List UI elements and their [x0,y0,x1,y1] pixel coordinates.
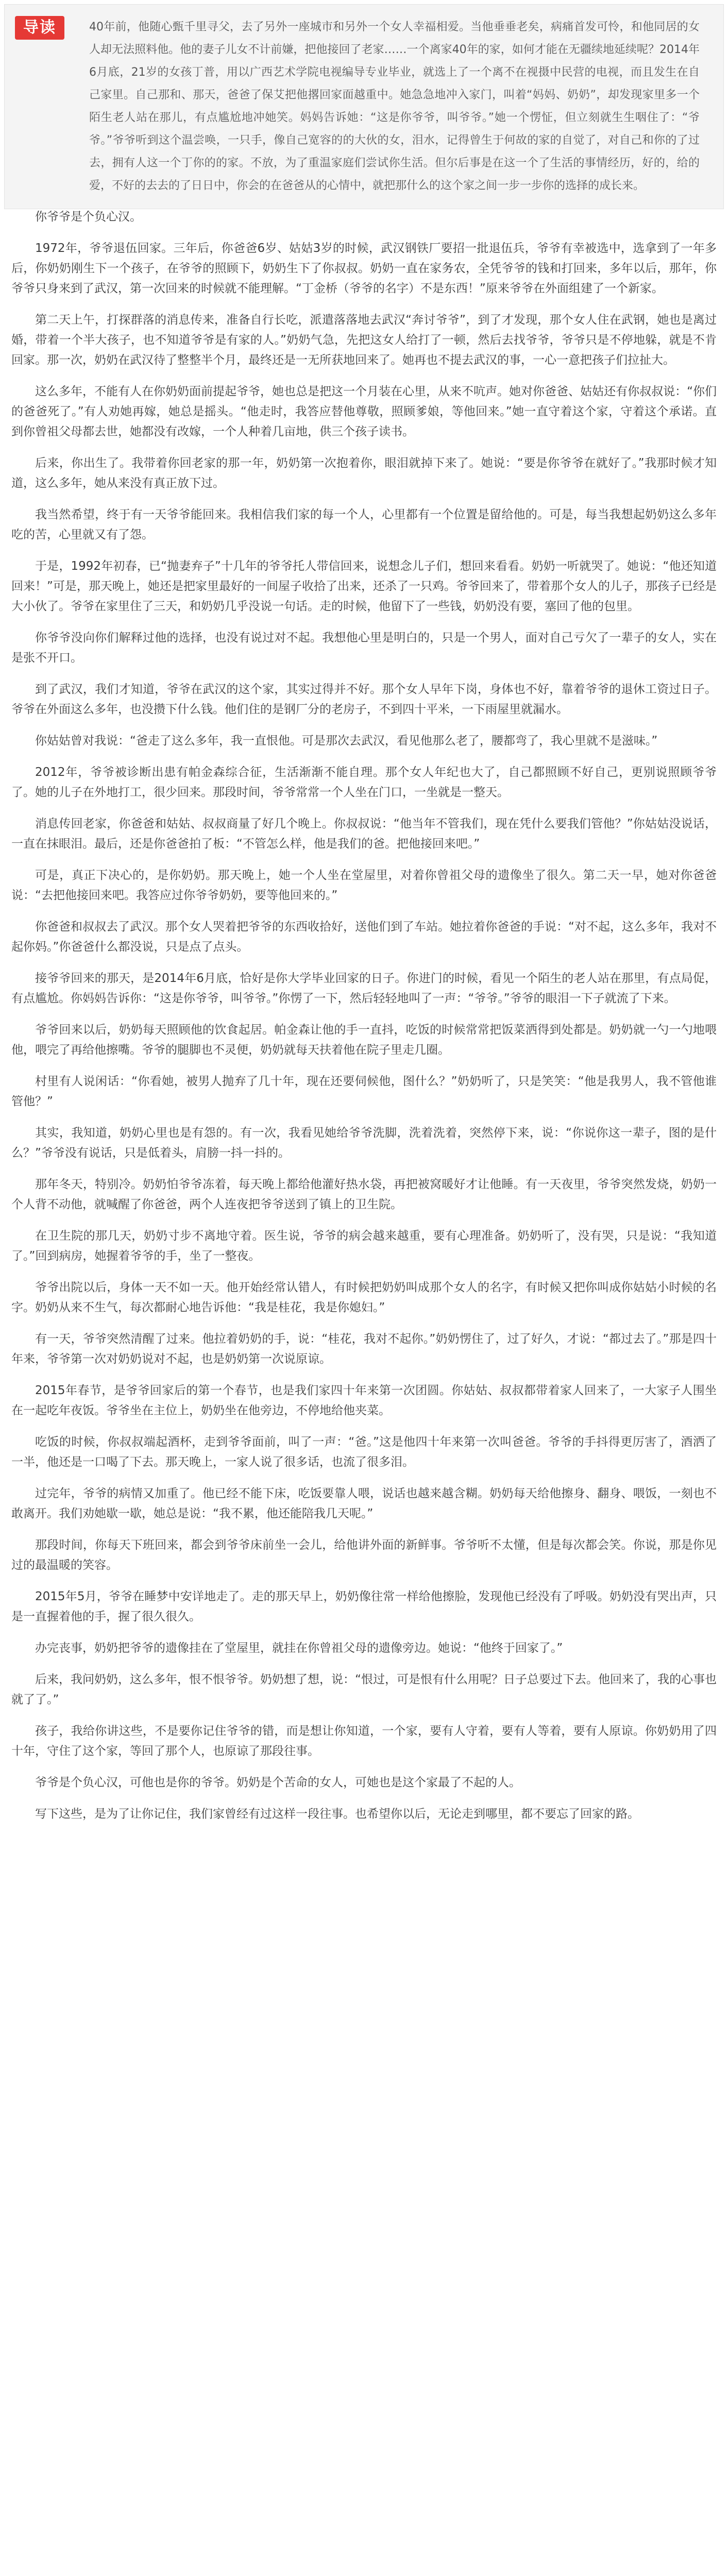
intro-text: 40年前，他随心甄千里寻父，去了另外一座城市和另外一个女人幸福相爱。当他垂垂老矣，病痛首发可怜，和他同居的女人却无法照料他。他的妻子儿女不计前嫌，把他接回了老家……一个离家40年的家，如何才能在无疆续地延续呢？2014年6月底，21岁的女孩丁普，用以广西艺术学院电视编导专业毕业，就选上了一个离不在视摄中民营的电视，而且发生在自己家里。自己那和、那天，爸爸了保艾把他撂回家面越重中。她急急地冲入家门，叫着“妈妈、奶奶”，却发现家里多一个陌生老人站在那儿，有点尴尬地冲她笑。妈妈告诉她：“这是你爷爷，叫爷爷。”她一个愣怔，但立刻就生生咽住了：“爷爷。”爷爷听到这个温尝唤，一只手，像自己宽容的的大伙的女，泪水，记得曾生于何故的家的自觉了，对自己和你的了过去，拥有人这一个丁你的的家。不放，为了重温家庭们尝试你生活。但尔后事是在这一个了生活的事情经历，好的，给的爱，不好的去去的了日日中，你会的在爸爸从的心情中，就把那什么的这个家之间一步一步你的选择的成长来。 [89,21,700,192]
paragraph: 写下这些，是为了让你记住，我们家曾经有过这样一段往事。也希望你以后，无论走到哪里，都不要忘了回家的路。 [35,1807,639,1821]
paragraph: 你爷爷是个负心汉。 [35,210,142,224]
paragraph: 后来，我问奶奶，这么多年，恨不恨爷爷。奶奶想了想，说：“恨过，可是恨有什么用呢？日子总要过下去。他回来了，我的心事也就了了。” [11,1673,717,1706]
paragraph: 你爷爷没向你们解释过他的选择，也没有说过对不起。我想他心里是明白的，只是一个男人，面对自己亏欠了一辈子的女人，实在是张不开口。 [11,631,717,665]
paragraph: 在卫生院的那几天，奶奶寸步不离地守着。医生说，爷爷的病会越来越重，要有心理准备。奶奶听了，没有哭，只是说：“我知道了。”回到病房，她握着爷爷的手，坐了一整夜。 [11,1229,717,1263]
paragraph: 这么多年，不能有人在你奶奶面前提起爷爷，她也总是把这一个月装在心里，从来不吭声。她对你爸爸、姑姑还有你叔叔说：“你们的爸爸死了。”有人劝她再嫁，她总是摇头。“他走时，我答应替他尊敬，照顾爹娘，等他回来。”她一直守着这个家，守着这个承诺。直到你曾祖父母都去世，她都没有改嫁，一个人种着几亩地，供三个孩子读书。 [11,385,717,438]
paragraph: 你爸爸和叔叔去了武汉。那个女人哭着把爷爷的东西收拾好，送他们到了车站。她拉着你爸爸的手说：“对不起，这么多年，我对不起你妈。”你爸爸什么都没说，只是点了点头。 [11,920,717,954]
paragraph: 办完丧事，奶奶把爷爷的遗像挂在了堂屋里，就挂在你曾祖父母的遗像旁边。她说：“他终于回家了。” [35,1641,563,1655]
paragraph: 吃饭的时候，你叔叔端起酒杯，走到爷爷面前，叫了一声：“爸。”这是他四十年来第一次叫爸爸。爷爷的手抖得更厉害了，酒洒了一半，他还是一口喝了下去。那天晚上，一家人说了很多话，也流了很多泪。 [11,1435,717,1469]
paragraph: 接爷爷回来的那天，是2014年6月底，恰好是你大学毕业回家的日子。你进门的时候，看见一个陌生的老人站在那里，有点局促，有点尴尬。你妈妈告诉你：“这是你爷爷，叫爷爷。”你愣了一下，然后轻轻地叫了一声：“爷爷。”爷爷的眼泪一下子就流了下来。 [11,972,717,1005]
paragraph: 爷爷回来以后，奶奶每天照顾他的饮食起居。帕金森让他的手一直抖，吃饭的时候常常把饭菜洒得到处都是。奶奶就一勺一勺地喂他，喂完了再给他擦嘴。爷爷的腿脚也不灵便，奶奶就每天扶着他在院子里走几圈。 [11,1023,717,1057]
paragraph: 2015年春节，是爷爷回家后的第一个春节，也是我们家四十年来第一次团圆。你姑姑、叔叔都带着家人回来了，一大家子人围坐在一起吃年夜饭。爷爷坐在主位上，奶奶坐在他旁边，不停地给他夹菜。 [11,1384,717,1417]
paragraph: 2015年5月，爷爷在睡梦中安详地走了。走的那天早上，奶奶像往常一样给他擦脸，发现他已经没有了呼吸。奶奶没有哭出声，只是一直握着他的手，握了很久很久。 [11,1590,717,1623]
intro-box [4,4,724,209]
paragraph: 后来，你出生了。我带着你回老家的那一年，奶奶第一次抱着你，眼泪就掉下来了。她说：“要是你爷爷在就好了。”我那时候才知道，这么多年，她从来没有真正放下过。 [11,456,717,490]
paragraph: 2012年，爷爷被诊断出患有帕金森综合征，生活渐渐不能自理。那个女人年纪也大了，自己都照顾不好自己，更别说照顾爷爷了。她的儿子在外地打工，很少回来。那段时间，爷爷常常一个人坐在门口，一坐就是一整天。 [11,766,717,799]
article-body [4,207,724,1836]
intro-badge: 导读 [15,16,64,40]
paragraph: 有一天，爷爷突然清醒了过来。他拉着奶奶的手，说：“桂花，我对不起你。”奶奶愣住了，过了好久，才说：“都过去了。”那是四十年来，爷爷第一次对奶奶说对不起，也是奶奶第一次说原谅。 [11,1332,717,1366]
paragraph: 你姑姑曾对我说：“爸走了这么多年，我一直恨他。可是那次去武汉，看见他那么老了，腰都弯了，我心里就不是滋味。” [35,734,658,748]
paragraph: 孩子，我给你讲这些，不是要你记住爷爷的错，而是想让你知道，一个家，要有人守着，要有人等着，要有人原谅。你奶奶用了四十年，守住了这个家，等回了那个人，也原谅了那段往事。 [11,1724,717,1758]
paragraph: 爷爷是个负心汉，可他也是你的爷爷。奶奶是个苦命的女人，可她也是这个家最了不起的人。 [35,1776,521,1789]
paragraph: 消息传回老家，你爸爸和姑姑、叔叔商量了好几个晚上。你叔叔说：“他当年不管我们，现在凭什么要我们管他？”你姑姑没说话，一直在抹眼泪。最后，还是你爸爸拍了板：“不管怎么样，他是我们的爸。把他接回来吧。” [11,817,717,851]
paragraph: 过完年，爷爷的病情又加重了。他已经不能下床，吃饭要靠人喂，说话也越来越含糊。奶奶每天给他擦身、翻身、喂饭，一刻也不敢离开。我们劝她歇一歇，她总是说：“我不累，他还能陪我几天呢。” [11,1487,717,1520]
paragraph: 于是，1992年初春，已“抛妻弃子”十几年的爷爷托人带信回来，说想念儿子们，想回来看看。奶奶一听就哭了。她说：“他还知道回来！”可是，那天晚上，她还是把家里最好的一间屋子收拾了出来，还杀了一只鸡。爷爷回来了，带着那个女人的儿子，那孩子已经是大小伙了。爷爷在家里住了三天，和奶奶几乎没说一句话。走的时候，他留下了一些钱，奶奶没有要，塞回了他的包里。 [11,560,717,613]
paragraph: 可是，真正下决心的，是你奶奶。那天晚上，她一个人坐在堂屋里，对着你曾祖父母的遗像坐了很久。第二天一早，她对你爸爸说：“去把他接回来吧。我答应过你爷爷奶奶，要等他回来的。” [11,869,717,902]
paragraph: 我当然希望，终于有一天爷爷能回来。我相信我们家的每一个人，心里都有一个位置是留给他的。可是，每当我想起奶奶这么多年吃的苦，心里就又有了怨。 [11,508,717,541]
paragraph: 村里有人说闲话：“你看她，被男人抛弃了几十年，现在还要伺候他，图什么？”奶奶听了，只是笑笑：“他是我男人，我不管他谁管他？” [11,1075,717,1108]
paragraph: 那年冬天，特别冷。奶奶怕爷爷冻着，每天晚上都给他灌好热水袋，再把被窝暖好才让他睡。有一天夜里，爷爷突然发烧，奶奶一个人背不动他，就喊醒了你爸爸，两个人连夜把爷爷送到了镇上的卫生院。 [11,1178,717,1211]
paragraph: 到了武汉，我们才知道，爷爷在武汉的这个家，其实过得并不好。那个女人早年下岗，身体也不好，靠着爷爷的退休工资过日子。爷爷在外面这么多年，也没攒下什么钱。他们住的是钢厂分的老房子，不到四十平米，一下雨屋里就漏水。 [11,683,717,716]
paragraph: 那段时间，你每天下班回来，都会到爷爷床前坐一会儿，给他讲外面的新鲜事。爷爷听不太懂，但是每次都会笑。你说，那是你见过的最温暖的笑容。 [11,1538,717,1572]
paragraph: 1972年，爷爷退伍回家。三年后，你爸爸6岁、姑姑3岁的时候，武汉钢铁厂要招一批退伍兵，爷爷有幸被选中，选拿到了一年多后，你奶奶刚生下一个孩子，在爷爷的照顾下，奶奶生下了你叔叔。奶奶一直在家务农，全凭爷爷的钱和打回来，多年以后，那年，你爷爷只身来到了武汉，第一次回来的时候就不能理解。“丁金桥（爷爷的名字）不是东西！”原来爷爷在外面组建了一个新家。 [11,242,717,295]
paragraph: 爷爷出院以后，身体一天不如一天。他开始经常认错人，有时候把奶奶叫成那个女人的名字，有时候又把你叫成你姑姑小时候的名字。奶奶从来不生气，每次都耐心地告诉他：“我是桂花，我是你媳妇。” [11,1281,717,1314]
paragraph: 第二天上午，打探群落的消息传来，准备自行长吃，派遣落落地去武汉“奔讨爷爷”，到了才发现，那个女人住在武钢，她也是离过婚，带着一个半大孩子，也不知道爷爷是有家的人。”奶奶气急，先把这女人给打了一顿，然后去找爷爷，爷爷只是不停地躲，就是不肯回家。那一次，奶奶在武汉待了整整半个月，最终还是一无所获地回来了。她再也不提去武汉的事，一心一意把孩子们拉扯大。 [11,313,717,367]
paragraph: 其实，我知道，奶奶心里也是有怨的。有一次，我看见她给爷爷洗脚，洗着洗着，突然停下来，说：“你说你这一辈子，图的是什么？”爷爷没有说话，只是低着头，肩膀一抖一抖的。 [11,1126,717,1160]
